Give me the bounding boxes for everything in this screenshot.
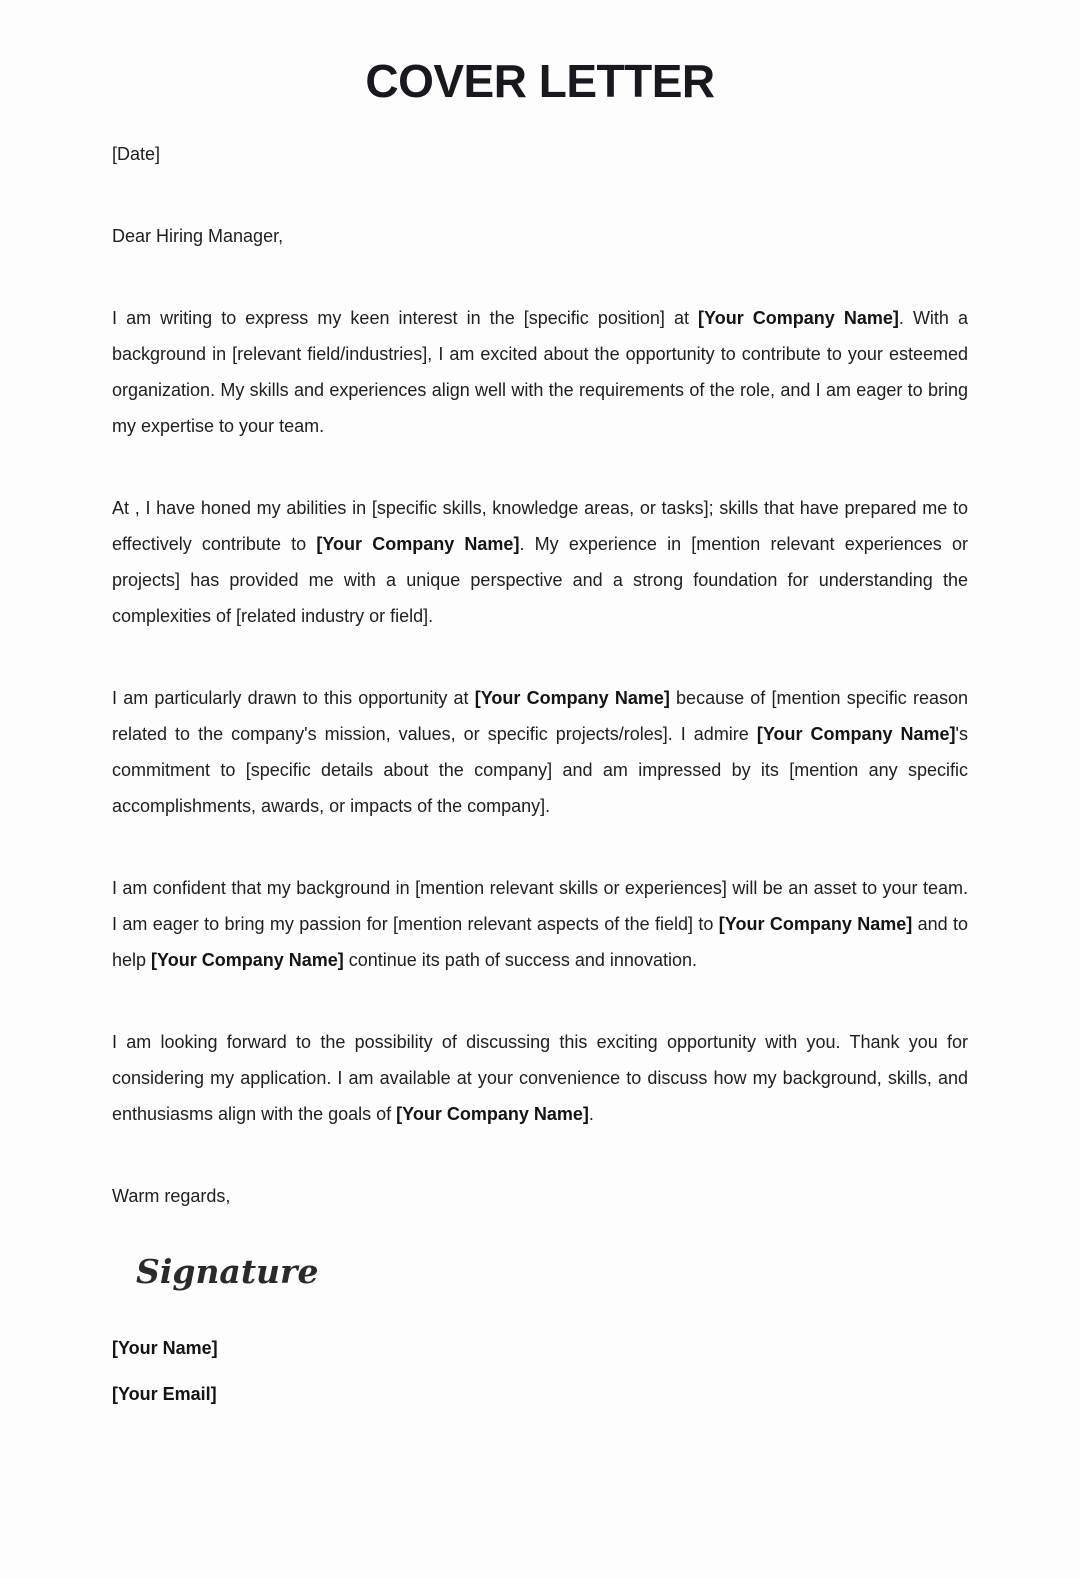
letter-body — [112, 300, 968, 1132]
paragraph: I am particularly drawn to this opportunity at [Your Company Name] because of [mention specific reason related to the company's mission, values, or specific projects/roles]. I admire [Your Company Name]'s commitment to [specific details about the company] and am impressed by its [mention any specific accomplishments, awards, or impacts of the company]. — [112, 688, 968, 816]
paragraph: I am confident that my background in [mention relevant skills or experiences] will be an asset to your team. I am eager to bring my passion for [mention relevant aspects of the field] to [Your Company Name] and to help [Your Company Name] continue its path of success and innovation. — [112, 878, 968, 970]
date-placeholder: [Date] — [112, 144, 161, 164]
signature: Signature — [136, 1252, 319, 1291]
paragraph: I am looking forward to the possibility of discussing this exciting opportunity with you. Thank you for considering my application. I am available at your convenience to discuss how my background, skills, and enthusiasms align with the goals of [Your Company Name]. — [112, 1032, 968, 1124]
sender-email: [Your Email] — [112, 1384, 217, 1404]
page-title: COVER LETTER — [365, 55, 715, 107]
paragraph: I am writing to express my keen interest in the [specific position] at [Your Company Name]. With a background in [relevant field/industries], I am excited about the opportunity to contribute to your esteemed organization. My skills and experiences align well with the requirements of the role, and I am eager to bring my expertise to your team. — [112, 308, 969, 436]
closing: Warm regards, — [112, 1186, 231, 1206]
sender-name: [Your Name] — [112, 1338, 218, 1358]
paragraph: At , I have honed my abilities in [specific skills, knowledge areas, or tasks]; skills that have prepared me to effectively contribute to [Your Company Name]. My experience in [mention relevant experiences or projects] has provided me with a unique perspective and a strong foundation for understanding the complexities of [related industry or field]. — [112, 498, 968, 626]
salutation: Dear Hiring Manager, — [112, 226, 284, 246]
